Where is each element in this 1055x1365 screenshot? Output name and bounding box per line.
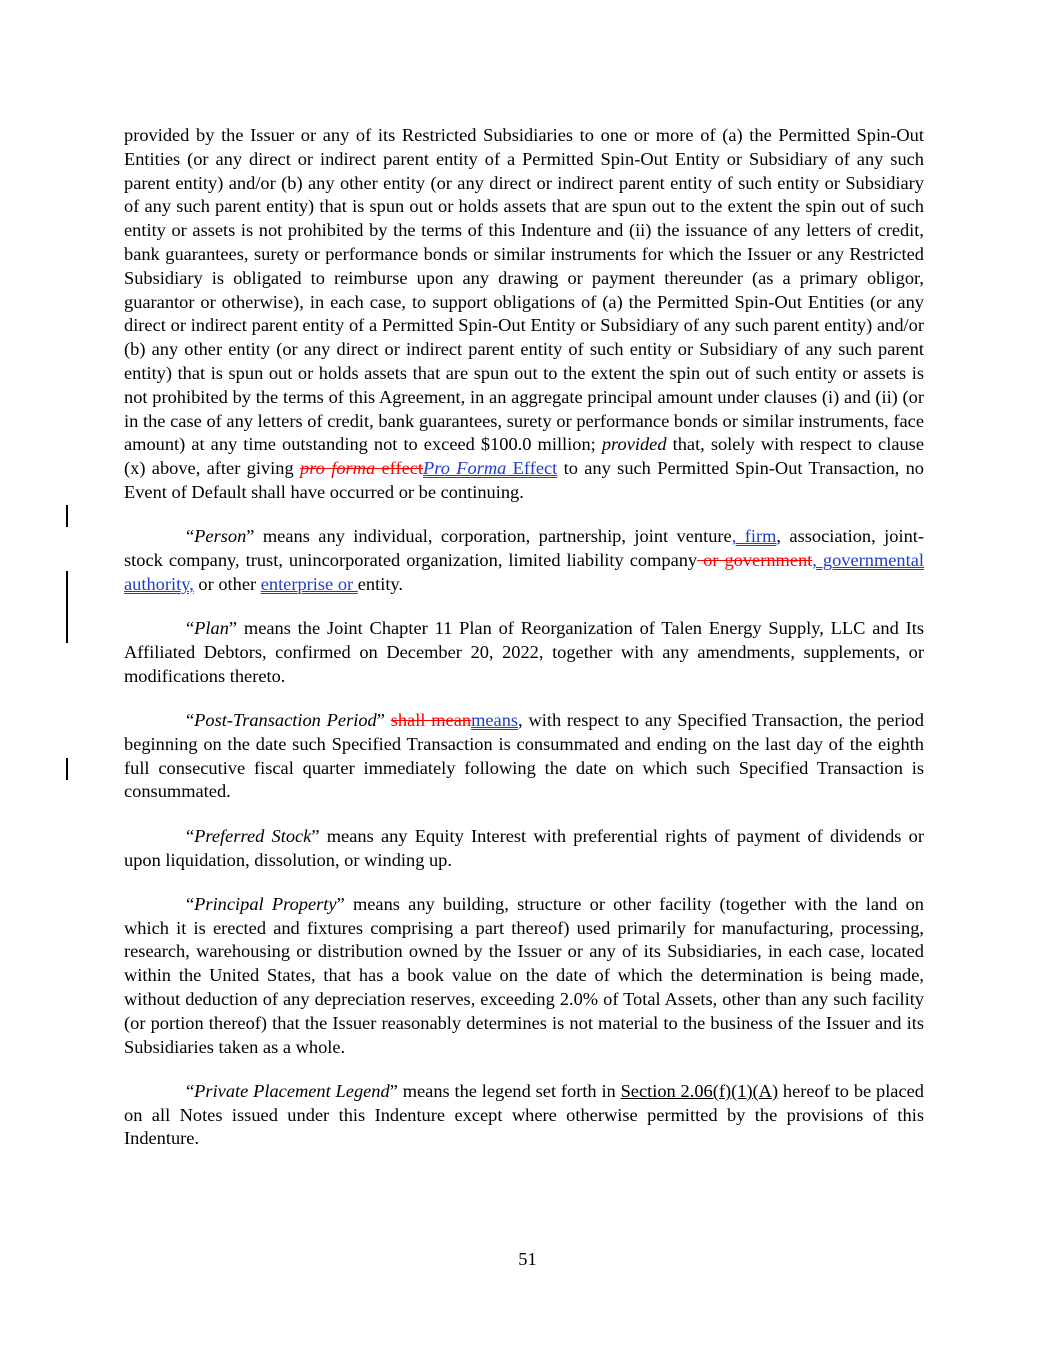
inserted-text: , firm <box>731 526 777 547</box>
deleted-text: shall mean <box>390 710 472 731</box>
change-bar <box>66 505 68 527</box>
defined-term: Private Placement Legend <box>194 1080 390 1101</box>
definition-preferred-stock: “Preferred Stock” means any Equity Interest with preferential rights of payment of dividends or upon liquidation, dissolution, or winding up. <box>124 825 924 870</box>
definition-plan: “Plan” means the Joint Chapter 11 Plan of Reorganization of Talen Energy Supply, LLC and Its Affiliated Debtors, confirmed on December 20, 2022, together with any amendments, supplements, or modifications thereto. <box>124 618 924 686</box>
change-bar <box>66 571 68 643</box>
section-reference: Section 2.06(f)(1)(A) <box>620 1080 779 1101</box>
change-bar <box>66 758 68 780</box>
defined-term: Preferred Stock <box>194 825 312 846</box>
definition-post-transaction-period: “Post-Transaction Period” shall meanmeans, with respect to any Specified Transaction, the period beginning on the date such Specified Transaction is consummated and ending on the last day of the eighth full consecutive fiscal quarter immediately following the date on which such Specified Transaction is consummated. <box>124 710 924 802</box>
defined-term: Post-Transaction Period <box>194 710 377 731</box>
paragraph-spin-out-continuation: provided by the Issuer or any of its Restricted Subsidiaries to one or more of (a) the Permitted Spin-Out Entities (or any direct or indirect parent entity of a Permitted Spin-Out Entity or Subsidiary of any such parent entity) and/or (b) any other entity (or any direct or indirect parent entity of such entity or Subsidiary of any such parent entity) that is spun out or holds assets that are spun out to the extent the spin out of such entity or assets is not prohibited by the terms of this Indenture and (ii) the issuance of any letters of credit, bank guarantees, surety or performance bonds or similar instruments for which the Issuer or any Restricted Subsidiary is obligated to reimburse upon any drawing or payment thereunder (as a primary obligor, guarantor or otherwise), in each case, to support obligations of (a) the Permitted Spin-Out Entities (or any direct or indirect parent entity of a Permitted Spin-Out Entity or Subsidiary of any such parent entity) and/or (b) any other entity (or any direct or indirect parent entity of such entity or Subsidiary of any such parent entity) that is spun out or holds assets that are spun out to the extent the spin out of such entity or assets is not prohibited by the terms of this Agreement, in an aggregate principal amount under clauses (i) and (ii) (or in the case of any letters of credit, bank guarantees, surety or performance bonds or similar instruments, face amount) at any time outstanding not to exceed $100.0 million; provided that, solely with respect to clause (x) above, after giving pro forma effectPro Forma Effect to any such Permitted Spin-Out Transaction, no Event of Default shall have occurred or be continuing. <box>124 125 925 502</box>
defined-term: Person <box>194 526 247 547</box>
definition-private-placement-legend: “Private Placement Legend” means the legend set forth in Section 2.06(f)(1)(A) hereof to be placed on all Notes issued under this Indenture except where otherwise permitted by the provisions of this Indenture. <box>124 1080 924 1149</box>
deleted-text: pro forma effect <box>300 458 424 479</box>
defined-term: Principal Property <box>194 893 337 914</box>
deleted-text: or government <box>697 550 813 571</box>
inserted-text: , governmental authority, <box>124 550 925 594</box>
inserted-text: means <box>471 710 519 731</box>
defined-term: Plan <box>194 618 229 639</box>
inserted-text: enterprise or <box>260 573 358 594</box>
definition-person: “Person” means any individual, corporation, partnership, joint venture, firm, association, joint-stock company, trust, unincorporated organization, limited liability company or government, governmental authority, or other enterprise or entity. <box>124 526 925 594</box>
definition-principal-property: “Principal Property” means any building, structure or other facility (together with the land on which it is erected and fixtures comprising a part thereof) used primarily for manufacturing, processing, research, warehousing or distribution owned by the Issuer or any of its Subsidiaries, in each case, located within the United States, that has a book value on the date of which the determination is being made, without deduction of any depreciation reserves, exceeding 2.0% of Total Assets, other than any such facility (or portion thereof) that the Issuer reasonably determines is not material to the business of the Issuer and its Subsidiaries taken as a whole. <box>124 893 924 1057</box>
inserted-text: Pro Forma Effect <box>423 458 558 479</box>
document-page <box>124 124 924 1172</box>
page-number: 51 <box>518 1249 537 1269</box>
